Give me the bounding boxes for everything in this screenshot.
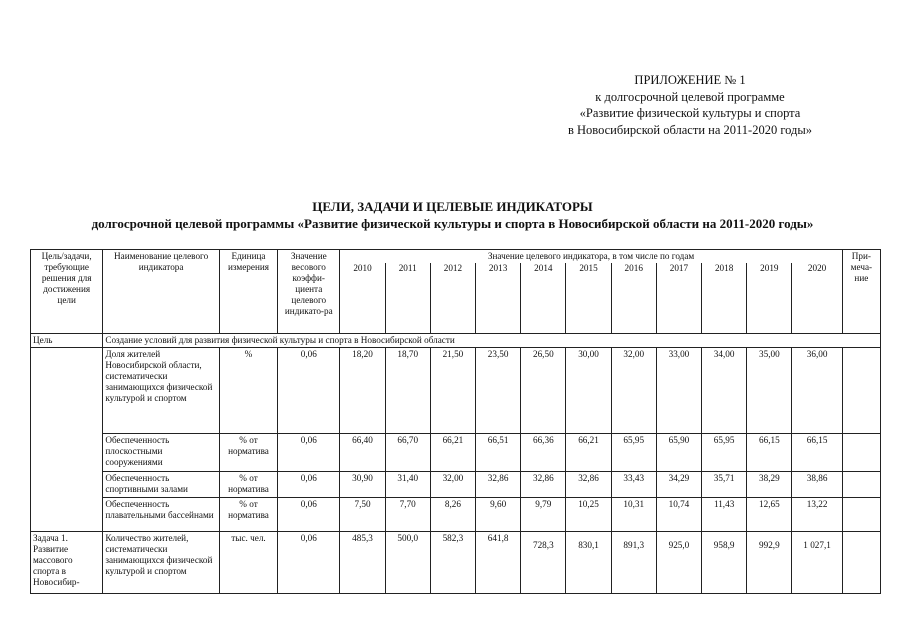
year-header-2018: 2018 — [702, 263, 747, 333]
value-cell-2015: 30,00 — [566, 347, 611, 433]
year-header-2015: 2015 — [566, 263, 611, 333]
value-cell-2019: 66,15 — [747, 433, 792, 471]
annex-line-4: в Новосибирской области на 2011-2020 годы» — [567, 122, 813, 137]
indicator-name-cell: Обеспеченность плоскостными сооружениями — [103, 433, 220, 471]
indicator-name-cell: Обеспеченность плавательными бассейнами — [103, 497, 220, 531]
header-row — [31, 250, 881, 264]
value-cell-2013: 641,8 — [476, 531, 521, 593]
weight-cell: 0,06 — [278, 433, 340, 471]
value-cell-2020: 1 027,1 — [792, 531, 842, 593]
goal-cell — [31, 497, 103, 531]
value-cell-2017: 65,90 — [656, 433, 701, 471]
weight-cell: 0,06 — [278, 347, 340, 433]
title-line-2: долгосрочной целевой программы «Развитие физической культуры и спорта в Новосибирской области на 2011-2020 годы» — [91, 216, 814, 231]
goal-cell — [31, 347, 103, 433]
value-cell-2013: 66,51 — [476, 433, 521, 471]
indicator-name-cell: Обеспеченность спортивными залами — [103, 471, 220, 497]
note-cell — [842, 531, 880, 593]
goal-note — [842, 333, 880, 347]
value-cell-2010: 30,90 — [340, 471, 385, 497]
value-cell-2015: 10,25 — [566, 497, 611, 531]
value-cell-2013: 32,86 — [476, 471, 521, 497]
value-cell-2010: 485,3 — [340, 531, 385, 593]
value-cell-2019: 992,9 — [747, 531, 792, 593]
value-cell-2016: 32,00 — [611, 347, 656, 433]
year-header-2016: 2016 — [611, 263, 656, 333]
year-header-2014: 2014 — [521, 263, 566, 333]
value-cell-2015: 830,1 — [566, 531, 611, 593]
value-cell-2011: 31,40 — [385, 471, 430, 497]
value-cell-2010: 66,40 — [340, 433, 385, 471]
year-header-2020: 2020 — [792, 263, 842, 333]
note-cell — [842, 497, 880, 531]
table-row — [31, 347, 881, 433]
header-values: Значение целевого индикатора, в том числе по годам — [340, 250, 842, 264]
note-cell — [842, 347, 880, 433]
value-cell-2017: 925,0 — [656, 531, 701, 593]
goal-cell — [31, 433, 103, 471]
value-cell-2015: 32,86 — [566, 471, 611, 497]
table-body — [31, 250, 881, 594]
value-cell-2016: 10,31 — [611, 497, 656, 531]
indicators-table — [30, 249, 881, 594]
unit-cell: % от норматива — [219, 433, 277, 471]
value-cell-2013: 23,50 — [476, 347, 521, 433]
year-header-2017: 2017 — [656, 263, 701, 333]
weight-cell: 0,06 — [278, 531, 340, 593]
year-header-2013: 2013 — [476, 263, 521, 333]
year-header-2019: 2019 — [747, 263, 792, 333]
value-cell-2017: 10,74 — [656, 497, 701, 531]
value-cell-2014: 32,86 — [521, 471, 566, 497]
indicator-name-cell: Количество жителей, систематически занимающихся физической культурой и спортом — [103, 531, 220, 593]
value-cell-2019: 12,65 — [747, 497, 792, 531]
value-cell-2018: 11,43 — [702, 497, 747, 531]
table-row — [31, 497, 881, 531]
value-cell-2014: 9,79 — [521, 497, 566, 531]
value-cell-2016: 65,95 — [611, 433, 656, 471]
value-cell-2017: 33,00 — [656, 347, 701, 433]
goal-cell: Задача 1. Развитие массового спорта в Новосибир- — [31, 531, 103, 593]
header-unit: Единица измерения — [219, 250, 277, 334]
document-title — [0, 198, 905, 232]
value-cell-2010: 18,20 — [340, 347, 385, 433]
value-cell-2012: 8,26 — [430, 497, 475, 531]
title-line-1: ЦЕЛИ, ЗАДАЧИ И ЦЕЛЕВЫЕ ИНДИКАТОРЫ — [312, 199, 593, 214]
table-row — [31, 433, 881, 471]
value-cell-2012: 582,3 — [430, 531, 475, 593]
value-cell-2016: 891,3 — [611, 531, 656, 593]
value-cell-2011: 66,70 — [385, 433, 430, 471]
value-cell-2014: 66,36 — [521, 433, 566, 471]
value-cell-2016: 33,43 — [611, 471, 656, 497]
weight-cell: 0,06 — [278, 471, 340, 497]
value-cell-2018: 65,95 — [702, 433, 747, 471]
year-header-2011: 2011 — [385, 263, 430, 333]
value-cell-2020: 13,22 — [792, 497, 842, 531]
goal-text: Создание условий для развития физической культуры и спорта в Новосибирской области — [103, 333, 842, 347]
note-cell — [842, 471, 880, 497]
value-cell-2020: 36,00 — [792, 347, 842, 433]
value-cell-2010: 7,50 — [340, 497, 385, 531]
weight-cell: 0,06 — [278, 497, 340, 531]
value-cell-2019: 38,29 — [747, 471, 792, 497]
unit-cell: % от норматива — [219, 497, 277, 531]
annex-line-2: к долгосрочной целевой программе — [595, 89, 785, 104]
annex-line-1: ПРИЛОЖЕНИЕ № 1 — [634, 73, 746, 87]
value-cell-2014: 728,3 — [521, 531, 566, 593]
value-cell-2012: 21,50 — [430, 347, 475, 433]
header-note: При-меча-ние — [842, 250, 880, 334]
note-cell — [842, 433, 880, 471]
value-cell-2018: 35,71 — [702, 471, 747, 497]
value-cell-2020: 38,86 — [792, 471, 842, 497]
value-cell-2015: 66,21 — [566, 433, 611, 471]
goal-cell — [31, 471, 103, 497]
annex-header — [480, 72, 900, 138]
value-cell-2017: 34,29 — [656, 471, 701, 497]
value-cell-2019: 35,00 — [747, 347, 792, 433]
table-row — [31, 471, 881, 497]
year-header-2010: 2010 — [340, 263, 385, 333]
goal-row — [31, 333, 881, 347]
value-cell-2020: 66,15 — [792, 433, 842, 471]
value-cell-2014: 26,50 — [521, 347, 566, 433]
goal-label: Цель — [31, 333, 103, 347]
unit-cell: % — [219, 347, 277, 433]
value-cell-2012: 32,00 — [430, 471, 475, 497]
value-cell-2011: 500,0 — [385, 531, 430, 593]
unit-cell: тыс. чел. — [219, 531, 277, 593]
value-cell-2013: 9,60 — [476, 497, 521, 531]
table-row — [31, 531, 881, 593]
value-cell-2018: 34,00 — [702, 347, 747, 433]
header-goal: Цель/задачи, требующие решения для достижения цели — [31, 250, 103, 334]
value-cell-2018: 958,9 — [702, 531, 747, 593]
value-cell-2012: 66,21 — [430, 433, 475, 471]
value-cell-2011: 18,70 — [385, 347, 430, 433]
header-indicator-name: Наименование целевого индикатора — [103, 250, 220, 334]
year-header-2012: 2012 — [430, 263, 475, 333]
header-weight: Значение весового коэффи-циента целевого индикато-ра — [278, 250, 340, 334]
value-cell-2011: 7,70 — [385, 497, 430, 531]
annex-line-3: «Развитие физической культуры и спорта — [579, 106, 801, 120]
unit-cell: % от норматива — [219, 471, 277, 497]
indicator-name-cell: Доля жителей Новосибирской области, систематически занимающихся физической культурой и спортом — [103, 347, 220, 433]
